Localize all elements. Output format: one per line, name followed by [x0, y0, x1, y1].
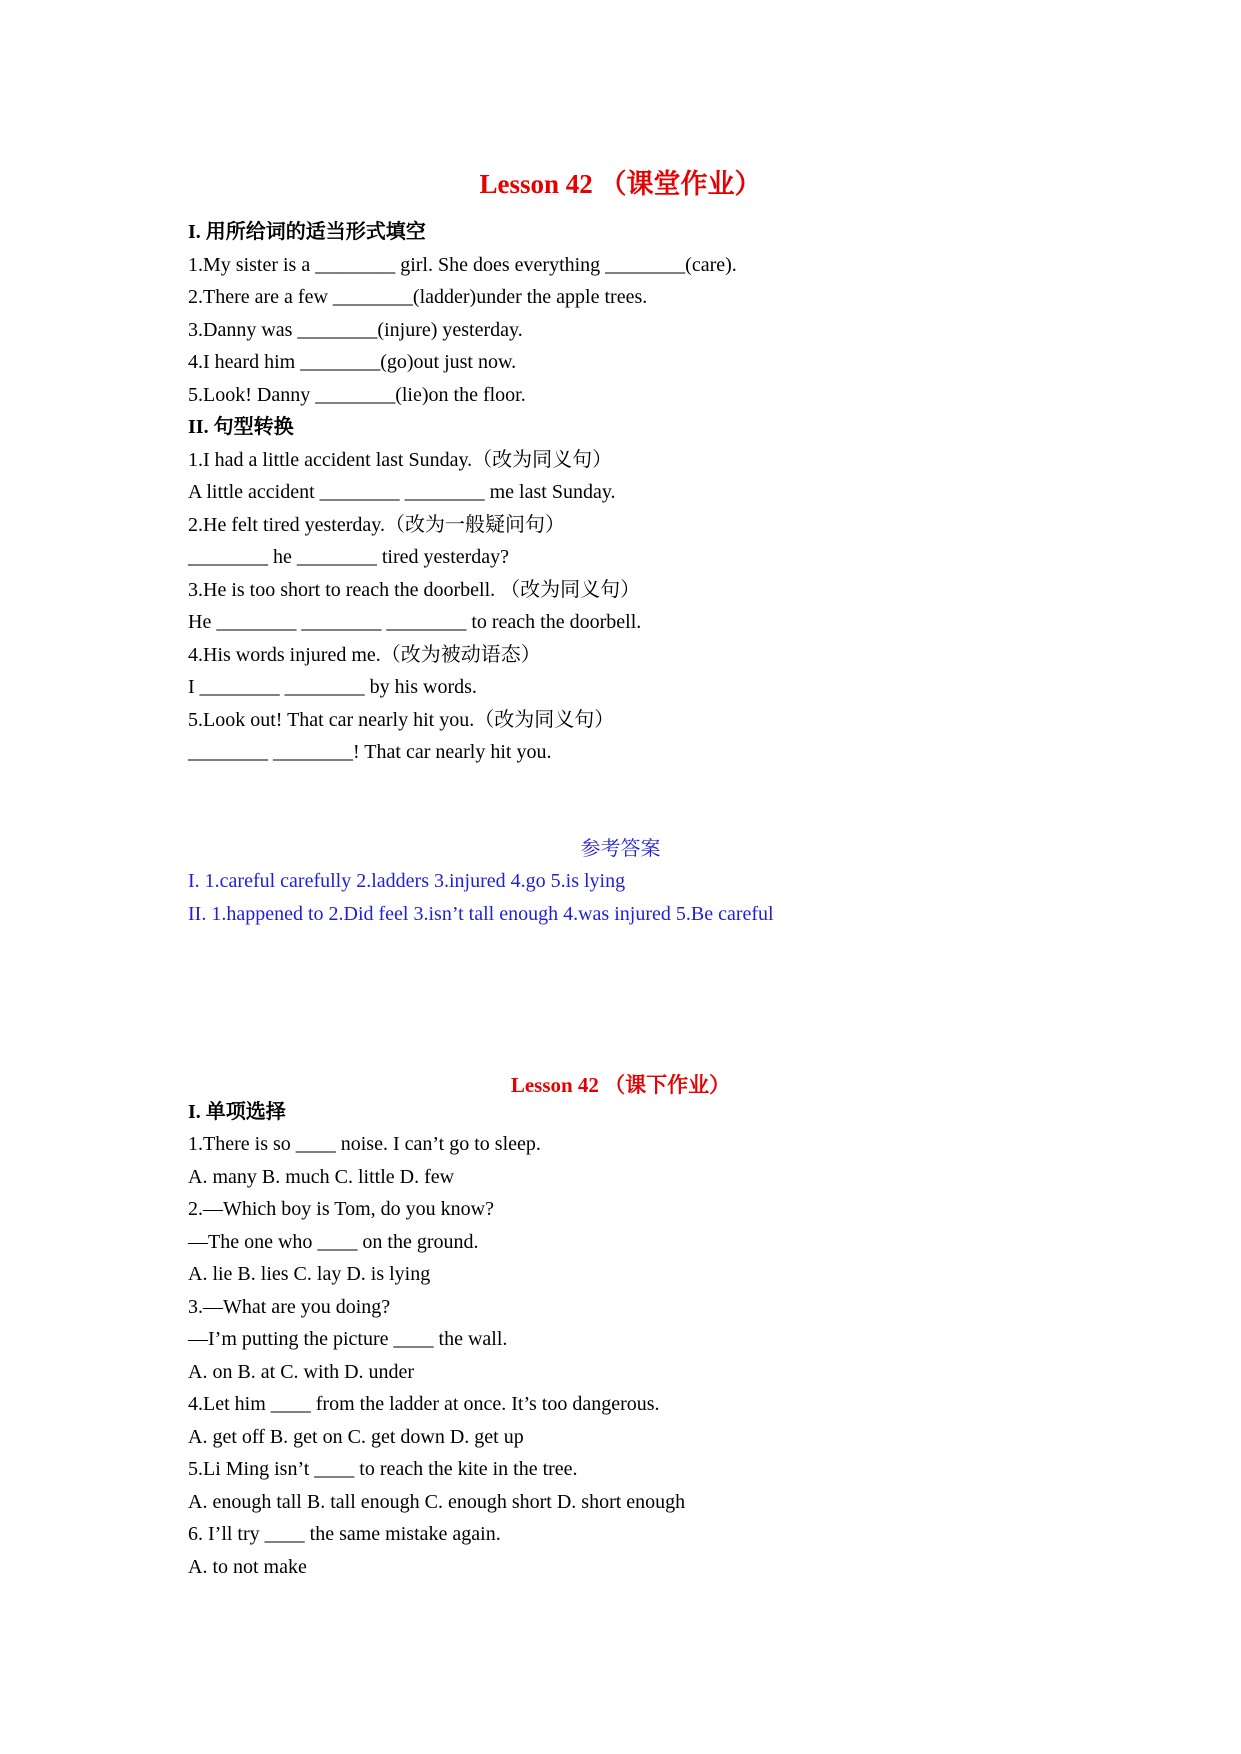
- question-line: —The one who ____ on the ground.: [188, 1231, 479, 1253]
- question-line: 5.Li Ming isn’t ____ to reach the kite in the tree.: [188, 1458, 578, 1480]
- question-line: 5.Look out! That car nearly hit you.（改为同义句）: [188, 709, 615, 731]
- answer-line: II. 1.happened to 2.Did feel 3.isn’t tall enough 4.was injured 5.Be careful: [188, 903, 774, 925]
- question-line: 5.Look! Danny ________(lie)on the floor.: [188, 384, 526, 406]
- question-line: 2.There are a few ________(ladder)under the apple trees.: [188, 286, 648, 308]
- question-line: I ________ ________ by his words.: [188, 676, 477, 698]
- section-heading-fill-blanks: I. 用所给词的适当形式填空: [188, 221, 426, 243]
- lesson-title-homework: Lesson 42 （课下作业）: [510, 1073, 731, 1097]
- question-line: 4.Let him ____ from the ladder at once. It’s too dangerous.: [188, 1393, 660, 1415]
- section-heading-multiple-choice: I. 单项选择: [188, 1101, 286, 1123]
- question-line: ________ ________! That car nearly hit you.: [188, 741, 552, 763]
- question-line: 4.I heard him ________(go)out just now.: [188, 351, 517, 373]
- question-line: 6. I’ll try ____ the same mistake again.: [188, 1523, 501, 1545]
- section-heading-sentence-transform: II. 句型转换: [188, 416, 294, 438]
- question-line: 1.My sister is a ________ girl. She does everything ________(care).: [188, 254, 737, 276]
- question-line: 1.There is so ____ noise. I can’t go to sleep.: [188, 1133, 541, 1155]
- question-line: ________ he ________ tired yesterday?: [188, 546, 510, 568]
- question-line: 3.—What are you doing?: [188, 1296, 391, 1318]
- option-line: A. many B. much C. little D. few: [188, 1166, 455, 1188]
- question-line: 2.—Which boy is Tom, do you know?: [188, 1198, 494, 1220]
- lesson-title-classwork: Lesson 42 （课堂作业）: [479, 169, 762, 199]
- answer-line: I. 1.careful carefully 2.ladders 3.injured 4.go 5.is lying: [188, 870, 626, 892]
- question-line: —I’m putting the picture ____ the wall.: [188, 1328, 508, 1350]
- option-line: A. to not make: [188, 1556, 307, 1578]
- option-line: A. get off B. get on C. get down D. get up: [188, 1426, 524, 1448]
- answers-heading: 参考答案: [580, 838, 661, 860]
- option-line: A. on B. at C. with D. under: [188, 1361, 415, 1383]
- question-line: 1.I had a little accident last Sunday.（改为同义句）: [188, 449, 613, 471]
- question-line: He ________ ________ ________ to reach the doorbell.: [188, 611, 642, 633]
- question-line: 2.He felt tired yesterday.（改为一般疑问句）: [188, 514, 565, 536]
- option-line: A. lie B. lies C. lay D. is lying: [188, 1263, 431, 1285]
- question-line: A little accident ________ ________ me last Sunday.: [188, 481, 616, 503]
- question-line: 3.Danny was ________(injure) yesterday.: [188, 319, 523, 341]
- question-line: 3.He is too short to reach the doorbell. （改为同义句）: [188, 579, 641, 601]
- question-line: 4.His words injured me.（改为被动语态）: [188, 644, 541, 666]
- option-line: A. enough tall B. tall enough C. enough short D. short enough: [188, 1491, 686, 1513]
